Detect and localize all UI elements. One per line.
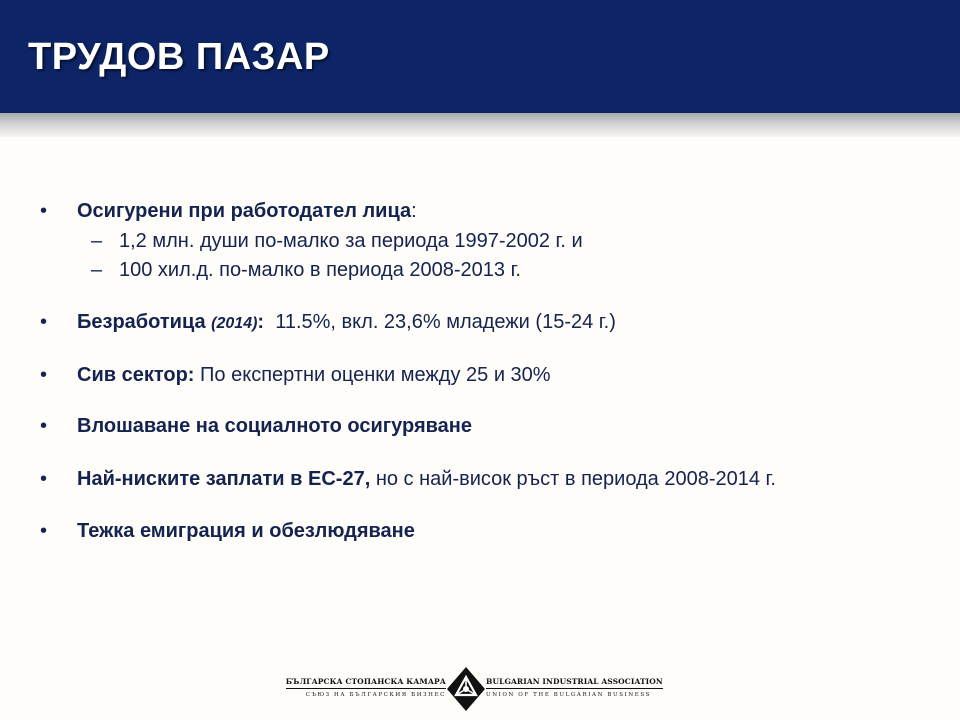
list-item-text — [77, 310, 616, 336]
bullet-icon: • — [40, 364, 48, 386]
bia-triangle-logo-icon — [446, 666, 486, 712]
list-item-text — [77, 519, 415, 543]
slide-title: ТРУДОВ ПАЗАР — [28, 36, 330, 78]
title-bar — [0, 0, 960, 113]
list-item-text — [77, 467, 776, 491]
list-item-bold: Сив сектор: — [77, 364, 195, 386]
bullet-icon: • — [40, 200, 48, 222]
list-item-text — [77, 363, 551, 387]
list-item-bold: Тежка емиграция и обезлюдяване — [77, 520, 415, 542]
dash-icon: – — [91, 230, 103, 252]
list-subitem-text: 100 хил.д. по-малко в периода 2008-2013 г. — [119, 259, 521, 281]
org-name-bg — [286, 677, 446, 698]
bullet-icon: • — [40, 415, 48, 437]
dash-icon: – — [91, 259, 103, 281]
header-gradient-band — [0, 113, 960, 137]
list-item-text — [77, 199, 417, 223]
org-name-bg-subtitle: СЪЮЗ НА БЪЛГАРСКИЯ БИЗНЕС — [305, 692, 446, 698]
list-item-bold: Безработица — [77, 311, 206, 333]
list-item-text — [77, 414, 472, 438]
list-item-rest: : — [411, 200, 417, 222]
list-item-rest: По експертни оценки между 25 и 30% — [194, 364, 551, 386]
divider — [286, 688, 446, 689]
org-name-en — [486, 677, 663, 698]
list-item-rest: 11.5%, вкл. 23,6% младежи (15-24 г.) — [264, 311, 616, 333]
org-name-en-subtitle: UNION OF THE BULGARIAN BUSINESS — [486, 692, 652, 698]
list-item-bold: Влошаване на социалното осигуряване — [77, 415, 472, 437]
org-name-bg-title: БЪЛГАРСКА СТОПАНСКА КАМАРА — [285, 677, 446, 686]
bullet-icon: • — [40, 468, 48, 490]
list-item-colon: : — [257, 311, 265, 333]
bullet-icon: • — [40, 520, 48, 542]
bullet-icon: • — [40, 311, 48, 333]
list-subitem-text: 1,2 млн. души по-малко за периода 1997-2002 г. и — [119, 230, 583, 252]
org-name-en-title: BULGARIAN INDUSTRIAL ASSOCIATION — [486, 677, 663, 686]
list-item-year: (2014) — [211, 315, 258, 332]
divider — [486, 688, 663, 689]
list-item-rest: но с най-висок ръст в периода 2008-2014 г. — [370, 468, 776, 490]
list-item-bold: Най-ниските заплати в ЕС-27, — [77, 468, 371, 490]
list-item-bold: Осигурени при работодател лица — [77, 200, 412, 222]
footer-logo-block — [285, 666, 663, 712]
